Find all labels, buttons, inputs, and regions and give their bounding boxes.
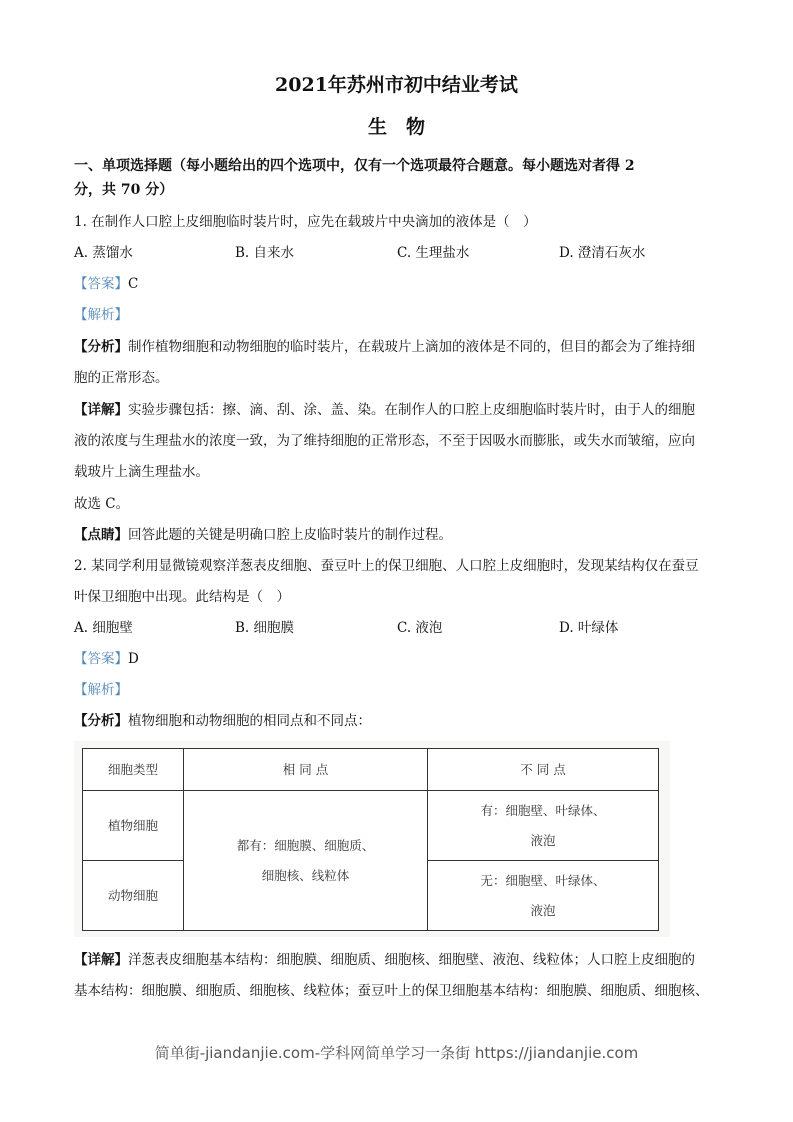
comparison-table-image bbox=[74, 741, 670, 937]
q1-xiangjie-cont: 液的浓度与生理盐水的浓度一致，为了维持细胞的正常形态，不至于因吸水而膨胀，或失水而皱缩，应向 bbox=[74, 433, 695, 449]
q2-xiangjie bbox=[74, 950, 695, 970]
dianjing-text: 回答此题的关键是明确口腔上皮临时装片的制作过程。 bbox=[128, 527, 452, 543]
answer-value: C bbox=[128, 276, 139, 292]
q2-option-a: A. 细胞壁 bbox=[74, 620, 133, 636]
q1-fenxi-cont: 胞的正常形态。 bbox=[74, 370, 169, 386]
q1-choose: 故选 C。 bbox=[74, 496, 130, 512]
fenxi-text: 植物细胞和动物细胞的相同点和不同点： bbox=[128, 713, 371, 729]
header-cell-type: 细胞类型 bbox=[83, 749, 184, 791]
common-line1: 都有：细胞膜、细胞质、 bbox=[236, 837, 375, 853]
q2-xiangjie-cont: 基本结构：细胞膜、细胞质、细胞核、线粒体；蚕豆叶上的保卫细胞基本结构：细胞膜、细胞质、细胞核、 bbox=[74, 983, 709, 999]
header-diff: 不 同 点 bbox=[428, 749, 659, 791]
answer-label: 【答案】 bbox=[74, 651, 128, 667]
q2-option-d: D. 叶绿体 bbox=[559, 620, 619, 636]
plant-diff-line2: 液泡 bbox=[530, 832, 556, 848]
q1-stem: 1. 在制作人口腔上皮细胞临时装片时，应先在载玻片中央滴加的液体是（ ） bbox=[74, 214, 537, 230]
plant-diff-line1: 有：细胞壁、叶绿体、 bbox=[480, 802, 606, 818]
fenxi-label: 【分析】 bbox=[74, 339, 128, 355]
fenxi-label: 【分析】 bbox=[74, 713, 128, 729]
common-cell bbox=[184, 791, 428, 931]
xiangjie-label: 【详解】 bbox=[74, 402, 128, 418]
xiangjie-label: 【详解】 bbox=[74, 952, 128, 968]
cell-comparison-table bbox=[82, 748, 659, 931]
animal-diff-line1: 无：细胞壁、叶绿体、 bbox=[480, 872, 606, 888]
q1-fenxi bbox=[74, 337, 695, 357]
section-heading-cont: 分，共 70 分） bbox=[74, 182, 174, 198]
q1-xiangjie bbox=[74, 400, 695, 420]
q2-stem: 2. 某同学利用显微镜观察洋葱表皮细胞、蚕豆叶上的保卫细胞、人口腔上皮细胞时，发现某结构仅在蚕豆 bbox=[74, 558, 699, 574]
dianjing-label: 【点睛】 bbox=[74, 527, 128, 543]
q1-option-b: B. 自来水 bbox=[235, 245, 295, 261]
q2-option-c: C. 液泡 bbox=[397, 620, 443, 636]
q1-xiangjie-cont2: 载玻片上滴生理盐水。 bbox=[74, 464, 209, 480]
fenxi-text: 制作植物细胞和动物细胞的临时装片，在载玻片上滴加的液体是不同的，但目的都会为了维持细 bbox=[128, 339, 695, 355]
q1-jiexi-label: 【解析】 bbox=[74, 307, 128, 323]
answer-label: 【答案】 bbox=[74, 276, 128, 292]
row-animal: 动物细胞 bbox=[83, 861, 184, 931]
animal-diff-line2: 液泡 bbox=[530, 902, 556, 918]
common-line2: 细胞核、线粒体 bbox=[261, 867, 350, 883]
q2-answer bbox=[74, 649, 139, 669]
footer-watermark: 简单街-jiandanjie.com-学科网简单学习一条街 https://jiandanjie.com bbox=[154, 1044, 639, 1062]
subject-title: 生 物 bbox=[367, 116, 425, 138]
xiangjie-text: 实验步骤包括：擦、滴、刮、涂、盖、染。在制作人的口腔上皮细胞临时装片时，由于人的细胞 bbox=[128, 402, 695, 418]
q1-dianjing bbox=[74, 525, 452, 545]
q2-stem-cont: 叶保卫细胞中出现。此结构是（ ） bbox=[74, 589, 290, 605]
q1-answer bbox=[74, 274, 138, 294]
q1-option-a: A. 蒸馏水 bbox=[74, 245, 133, 261]
q2-jiexi-label: 【解析】 bbox=[74, 682, 128, 698]
q1-option-d: D. 澄清石灰水 bbox=[559, 245, 646, 261]
xiangjie-text: 洋葱表皮细胞基本结构：细胞膜、细胞质、细胞核、细胞壁、液泡、线粒体；人口腔上皮细胞的 bbox=[128, 952, 695, 968]
header-common: 相 同 点 bbox=[184, 749, 428, 791]
q2-fenxi bbox=[74, 711, 371, 731]
row-plant: 植物细胞 bbox=[83, 791, 184, 861]
exam-title: 2021年苏州市初中结业考试 bbox=[275, 74, 518, 96]
section-heading: 一、单项选择题（每小题给出的四个选项中，仅有一个选项最符合题意。每小题选对者得 2 bbox=[74, 158, 635, 174]
animal-diff bbox=[428, 861, 659, 931]
q2-option-b: B. 细胞膜 bbox=[235, 620, 295, 636]
plant-diff bbox=[428, 791, 659, 861]
q1-option-c: C. 生理盐水 bbox=[397, 245, 470, 261]
answer-value: D bbox=[128, 651, 139, 667]
